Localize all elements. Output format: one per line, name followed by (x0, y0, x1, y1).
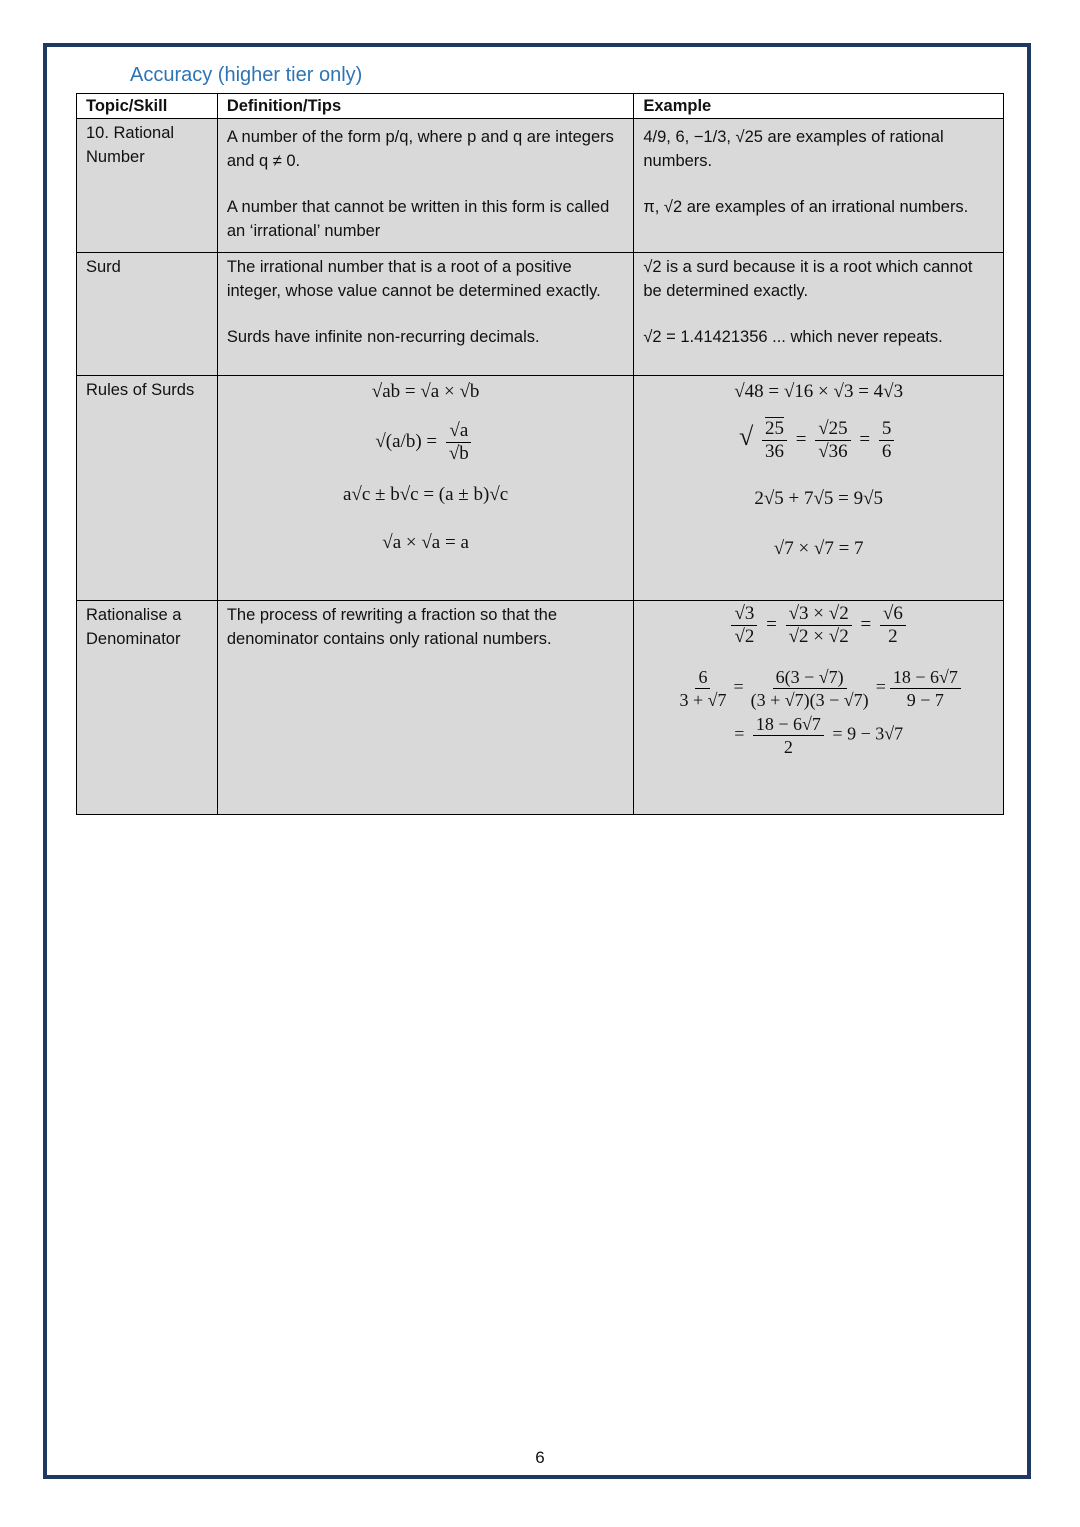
example-rationalise-3: = $\frac{18 - 6√7}{2}$ = 9 − 3√7 (734, 714, 904, 757)
example-text: √2 is a surd because it is a root which cannot be determined exactly. (643, 258, 973, 300)
denominator: 3 + √7 (679, 690, 727, 710)
denominator: 36 (765, 441, 784, 462)
header-definition: Definition/Tips (217, 94, 634, 119)
numerator: √3 (731, 603, 757, 626)
quotient-lhs: √(a/b) (375, 430, 422, 452)
section-heading: Accuracy (higher tier only) (130, 64, 363, 86)
example-text: √2 = 1.41421356 ... which never repeats. (643, 328, 943, 346)
example-quotient: √ $\frac{25}{36}$ = $\frac{√25}{√36}$ = $\frac{5}{6}$ (643, 418, 994, 463)
example-cell (634, 119, 1004, 253)
topic-label: Rules of Surds (86, 381, 195, 399)
table-row-rules-of-surds (77, 376, 1004, 601)
example-text: π, √2 are examples of an irrational numbers. (643, 198, 969, 216)
denominator: 2 (783, 737, 793, 757)
fraction (890, 666, 961, 711)
topic-cell (77, 119, 218, 253)
fraction (879, 418, 895, 463)
example-cell (634, 376, 1004, 601)
surd-rule-quotient: √(a/b) = $\frac{√a}{√b}$ (227, 420, 625, 465)
denominator: 9 − 7 (906, 690, 944, 710)
numerator: 5 (879, 418, 895, 441)
surd-rule-square: √a × √a = a (382, 532, 469, 553)
definition-cell (217, 119, 634, 253)
numerator: 25 (762, 418, 787, 441)
table-row-rational-number (77, 119, 1004, 253)
denominator: √b (448, 443, 469, 464)
fraction (731, 603, 757, 648)
example-square: √7 × √7 = 7 (773, 538, 864, 559)
numerator: 6 (695, 666, 710, 689)
numerator: √a (446, 420, 471, 443)
surd-rule-product: √ab = √a × √b (371, 381, 480, 402)
topic-label: Surd (86, 258, 121, 276)
numerator: √25 (815, 418, 850, 441)
denominator: 6 (881, 441, 892, 462)
knowledge-table (76, 93, 1004, 815)
denominator: √2 (734, 626, 755, 647)
definition-cell (217, 376, 634, 601)
fraction (880, 603, 906, 648)
surd-rule-add: a√c ± b√c = (a ± b)√c (343, 484, 509, 505)
numerator: 6(3 − √7) (773, 666, 847, 689)
definition-cell (217, 601, 634, 815)
topic-cell (77, 376, 218, 601)
definition-cell (217, 253, 634, 376)
header-row (77, 94, 1004, 119)
fraction (786, 603, 852, 648)
fraction (753, 713, 824, 758)
definition-text: The process of rewriting a fraction so that the denominator contains only rational numbers. (226, 606, 558, 648)
numerator: √3 × √2 (786, 603, 852, 626)
header-topic: Topic/Skill (77, 94, 218, 119)
final-result: = 9 − 3√7 (832, 723, 904, 744)
page-number: 6 (535, 1448, 545, 1467)
topic-cell (77, 601, 218, 815)
numerator: 18 − 6√7 (753, 713, 824, 736)
table-row-surd (77, 253, 1004, 376)
topic-cell (77, 253, 218, 376)
example-text: 4/9, 6, −1/3, √25 are examples of rational numbers. (643, 128, 944, 170)
numerator: 18 − 6√7 (890, 666, 961, 689)
definition-text: The irrational number that is a root of a positive integer, whose value cannot be determined exactly. (226, 258, 601, 300)
example-rationalise-2: $\frac{6}{3 + √7}$ = $\frac{6(3 - √7)}{(3 + √7)(3 - √7)}$ = $\frac{18 - 6√7}{9 - 7}$ (637, 666, 1000, 711)
denominator: √2 × √2 (788, 626, 849, 647)
denominator: 2 (888, 626, 898, 647)
fraction (748, 666, 872, 711)
example-cell (634, 601, 1004, 815)
table-row-rationalise (77, 601, 1004, 815)
topic-label: Rationalise a Denominator (86, 606, 182, 648)
quotient-rhs (446, 420, 472, 465)
example-cell (634, 253, 1004, 376)
denominator: √36 (818, 441, 848, 462)
numerator: √6 (880, 603, 906, 626)
example-add: 2√5 + 7√5 = 9√5 (754, 488, 884, 509)
definition-text: A number of the form p/q, where p and q are integers and q ≠ 0. (226, 128, 614, 170)
denominator: (3 + √7)(3 − √7) (750, 690, 869, 710)
definition-text: Surds have infinite non-recurring decimals. (226, 328, 540, 346)
example-product: √48 = √16 × √3 = 4√3 (734, 381, 904, 402)
topic-label: 10. Rational Number (86, 124, 175, 166)
fraction (676, 666, 729, 711)
definition-text: A number that cannot be written in this form is called an ‘irrational’ number (226, 198, 610, 240)
header-example: Example (634, 94, 1004, 119)
example-rationalise-1: $\frac{√3}{√2}$ = $\frac{√3 \times √2}{√2 \times √2}$ = $\frac{√6}{2}$ (643, 603, 994, 648)
fraction (815, 418, 850, 463)
fraction (762, 418, 787, 463)
